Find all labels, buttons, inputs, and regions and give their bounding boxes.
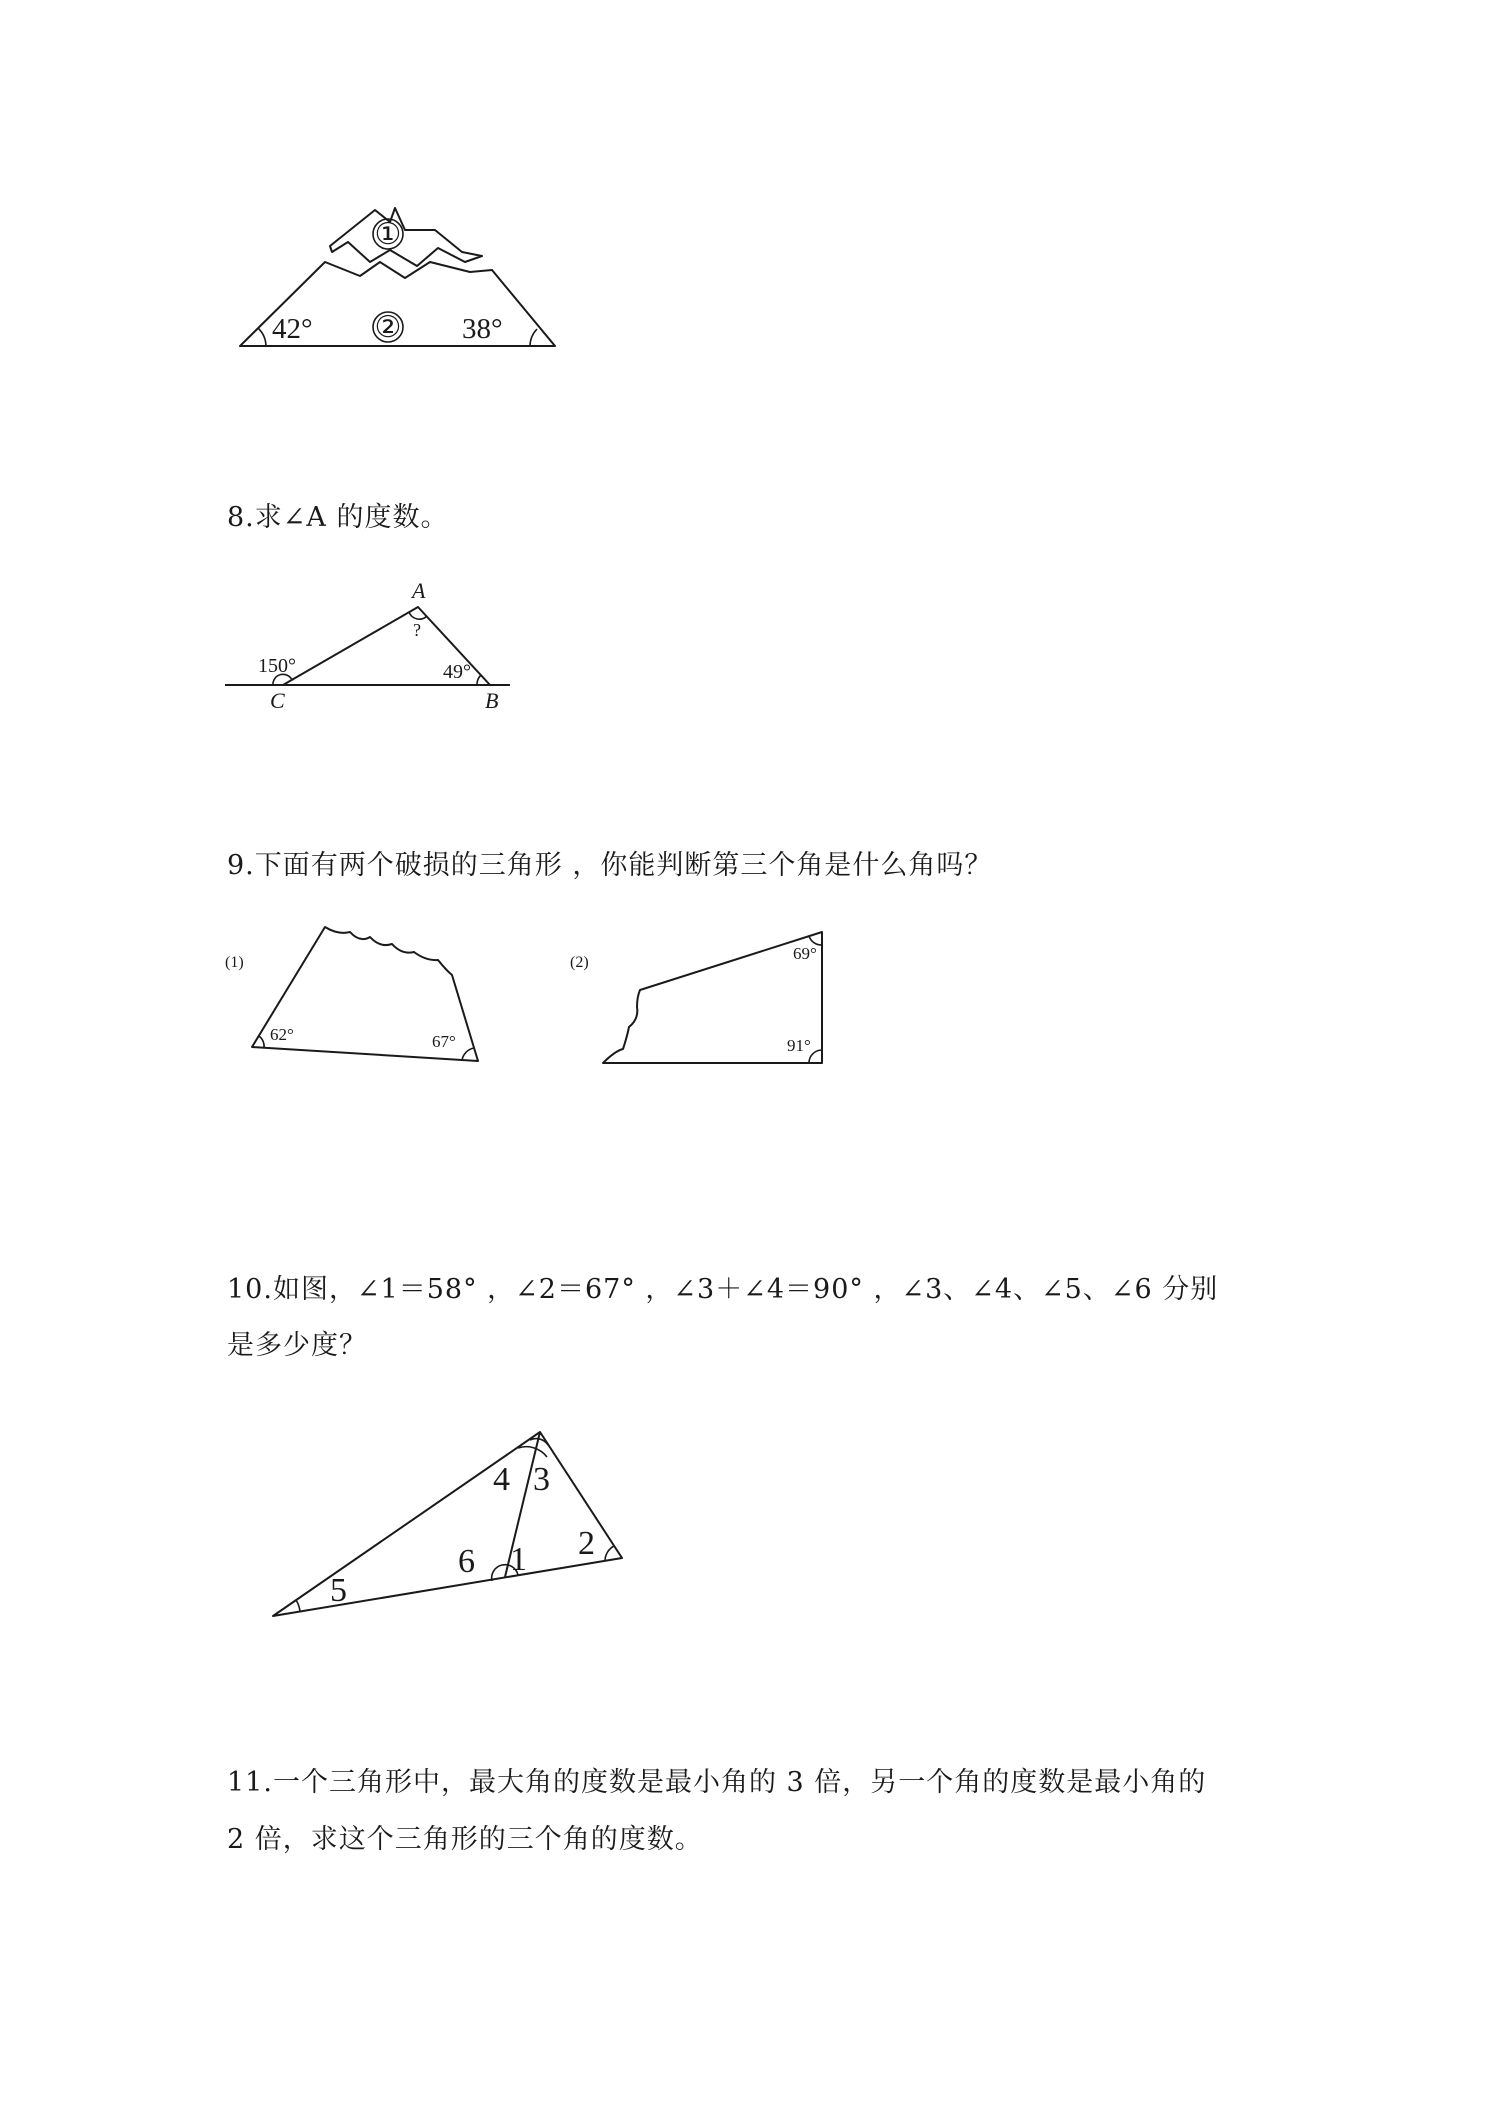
piece-1-label: ① [374,218,402,251]
angle-2-label: 2 [578,1525,595,1562]
angle-1-label: 1 [510,1541,527,1578]
unknown-angle-mark: ? [413,620,421,640]
question-11-line-2: 2 倍，求这个三角形的三个角的度数。 [227,1824,703,1855]
angle-69-label: 69° [793,944,817,963]
question-10-line-1: 10.如图，∠1＝58° ，∠2＝67° ，∠3＋∠4＝90° ，∠3、∠4、∠5、∠6 分别 [227,1274,1219,1305]
angle-right-label: 38° [462,313,503,345]
broken-triangle-figure [230,200,570,360]
piece-2-label: ② [374,311,402,344]
question-8-text: 8.求∠A 的度数。 [227,502,449,533]
angle-91-label: 91° [787,1036,811,1055]
figure-2-label: (2) [570,954,589,971]
broken-triangle-2-figure [565,915,835,1065]
angle-62-label: 62° [270,1025,294,1044]
angle-B-label: 49° [443,661,471,683]
question-10-figure [265,1420,635,1630]
angle-6-label: 6 [458,1543,475,1580]
triangle-upper-piece [330,208,482,266]
question-9-text: 9.下面有两个破损的三角形 ，你能判断第三个角是什么角吗？ [227,850,993,881]
vertex-C-label: C [270,688,285,713]
question-8-figure [220,578,520,718]
angle-5-label: 5 [330,1572,347,1609]
angle-4-label: 4 [493,1461,510,1498]
angle-left-label: 42° [272,313,313,345]
angle-C-label: 150° [258,655,296,677]
angle-67-label: 67° [432,1032,456,1051]
broken-triangle-1-figure [220,915,490,1065]
question-11-line-1: 11.一个三角形中，最大角的度数是最小角的 3 倍，另一个角的度数是最小角的 [227,1767,1207,1798]
vertex-B-label: B [485,688,499,713]
vertex-A-label: A [412,578,426,603]
question-10-line-2: 是多少度？ [227,1330,367,1361]
figure-1-label: (1) [225,954,244,971]
angle-3-label: 3 [533,1461,550,1498]
